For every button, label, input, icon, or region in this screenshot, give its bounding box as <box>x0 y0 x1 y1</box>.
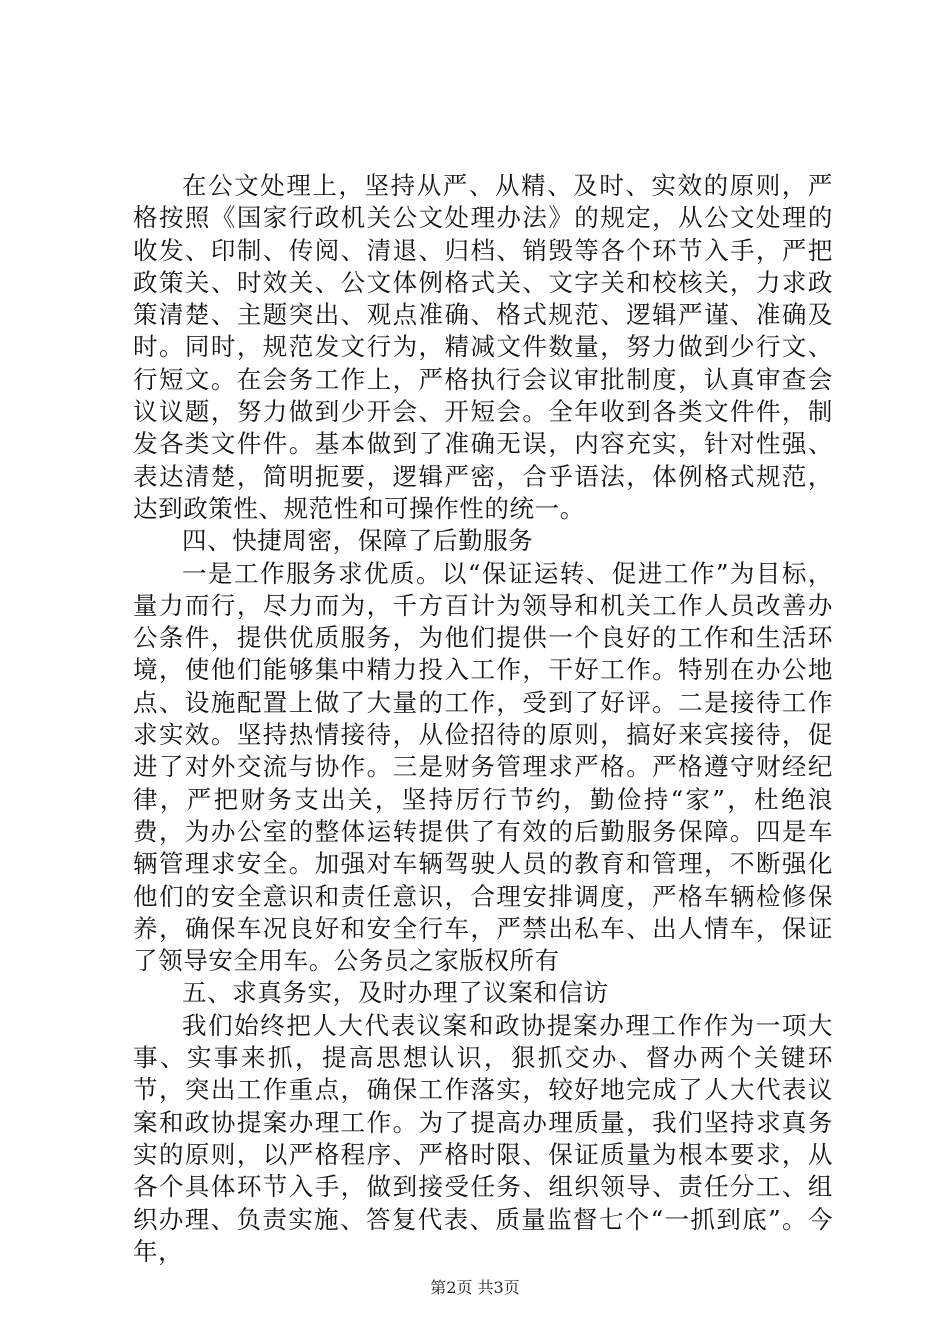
section-heading-logistics: 四、快捷周密，保障了后勤服务 <box>182 526 534 556</box>
document-body <box>133 170 833 1268</box>
section-heading-proposals: 五、求真务实，及时办理了议案和信访 <box>182 978 609 1008</box>
paragraph-proposal-handling: 我们始终把人大代表议案和政协提案办理工作作为一项大事、实事来抓，提高思想认识，狠抓交办、督办两个关键环节，突出工作重点，确保工作落实，较好地完成了人大代表议案和政协提案办理工作。为了提高办理质量，我们坚持求真务实的原则，以严格程序、严格时限、保证质量为根本要求，从各个具体环节入手，做到接受任务、组织领导、责任分工、组织办理、负责实施、答复代表、质量监督七个“一抓到底”。今年， <box>133 1010 833 1266</box>
paragraph-logistics-services: 一是工作服务求优质。以“保证运转、促进工作”为目标，量力而行，尽力而为，千方百计为领导和机关工作人员改善办公条件，提供优质服务，为他们提供一个良好的工作和生活环境，使他们能够集中精力投入工作，干好工作。特别在办公地点、设施配置上做了大量的工作，受到了好评。二是接待工作求实效。坚持热情接待，从俭招待的原则，搞好来宾接待，促进了对外交流与协作。三是财务管理求严格。严格遵守财经纪律，严把财务支出关，坚持厉行节约，勤俭持“家”，杜绝浪费，为办公室的整体运转提供了有效的后勤服务保障。四是车辆管理求安全。加强对车辆驾驶人员的教育和管理，不断强化他们的安全意识和责任意识，合理安排调度，严格车辆检修保养，确保车况良好和安全行车，严禁出私车、出人情车，保证了领导安全用车。公务员之家版权所有 <box>133 558 833 976</box>
page-number-footer: 第2页 共3页 <box>430 1278 520 1297</box>
paragraph-document-handling: 在公文处理上，坚持从严、从精、及时、实效的原则，严格按照《国家行政机关公文处理办法》的规定，从公文处理的收发、印制、传阅、清退、归档、销毁等各个环节入手，严把政策关、时效关、公文体例格式关、文字关和校核关，力求政策清楚、主题突出、观点准确、格式规范、逻辑严谨、准确及时。同时，规范发文行为，精减文件数量，努力做到少行文、行短文。在会务工作上，严格执行会议审批制度，认真审查会议议题，努力做到少开会、开短会。全年收到各类文件件，制发各类文件件。基本做到了准确无误，内容充实，针对性强、表达清楚，简明扼要，逻辑严密，合乎语法，体例格式规范，达到政策性、规范性和可操作性的统一。 <box>133 171 833 523</box>
